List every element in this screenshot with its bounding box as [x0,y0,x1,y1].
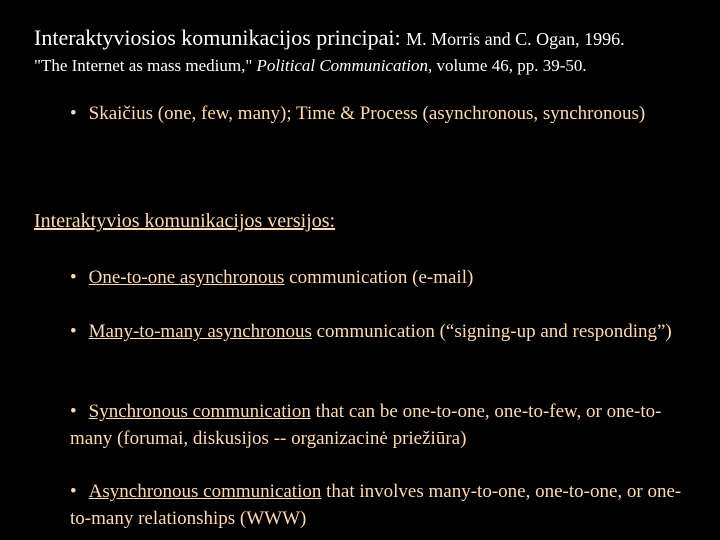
bullet-text: communication (e-mail) [284,267,474,288]
bullet-term: Many-to-many asynchronous [88,321,312,342]
bullet-text: communication (“signing-up and responding”) [311,321,672,342]
bullet-item-one-to-one [70,264,690,291]
bullet-term: Asynchronous communication [88,481,322,502]
reference-line [34,54,714,78]
bullet-item-synchronous [70,398,690,452]
bullet-icon: • [70,321,77,342]
bullet-term: One-to-one asynchronous [88,267,285,288]
title-citation: M. Morris and C. Ogan, 1996. [406,29,625,49]
bullet-item-asynchronous [70,478,690,532]
bullet-icon: • [70,267,77,288]
reference-journal: Political Communication, [256,56,433,75]
bullet-text: that involves many-to-one, one-to-one, or one-to-many relationships (WWW) [70,481,682,529]
section-heading: Interaktyvios komunikacijos versijos: [34,210,336,232]
bullet-text: that can be one-to-one, one-to-few, or one-to-many (forumai, diskusijos -- organizacinė priežiūra) [70,401,662,449]
bullet-icon: • [70,401,77,422]
bullet-term: Synchronous communication [88,401,311,422]
slide-title [34,24,714,53]
reference-details: volume 46, pp. 39-50. [432,56,587,75]
bullet-text: Skaičius (one, few, many); Time & Process (asynchronous, synchronous) [88,103,646,124]
title-main: Interaktyviosios komunikacijos principai: [34,25,407,50]
bullet-item-dimensions [70,100,690,127]
bullet-icon: • [70,481,77,502]
reference-article: "The Internet as mass medium," [34,56,257,75]
bullet-item-many-to-many [70,318,690,345]
bullet-icon: • [70,103,77,124]
